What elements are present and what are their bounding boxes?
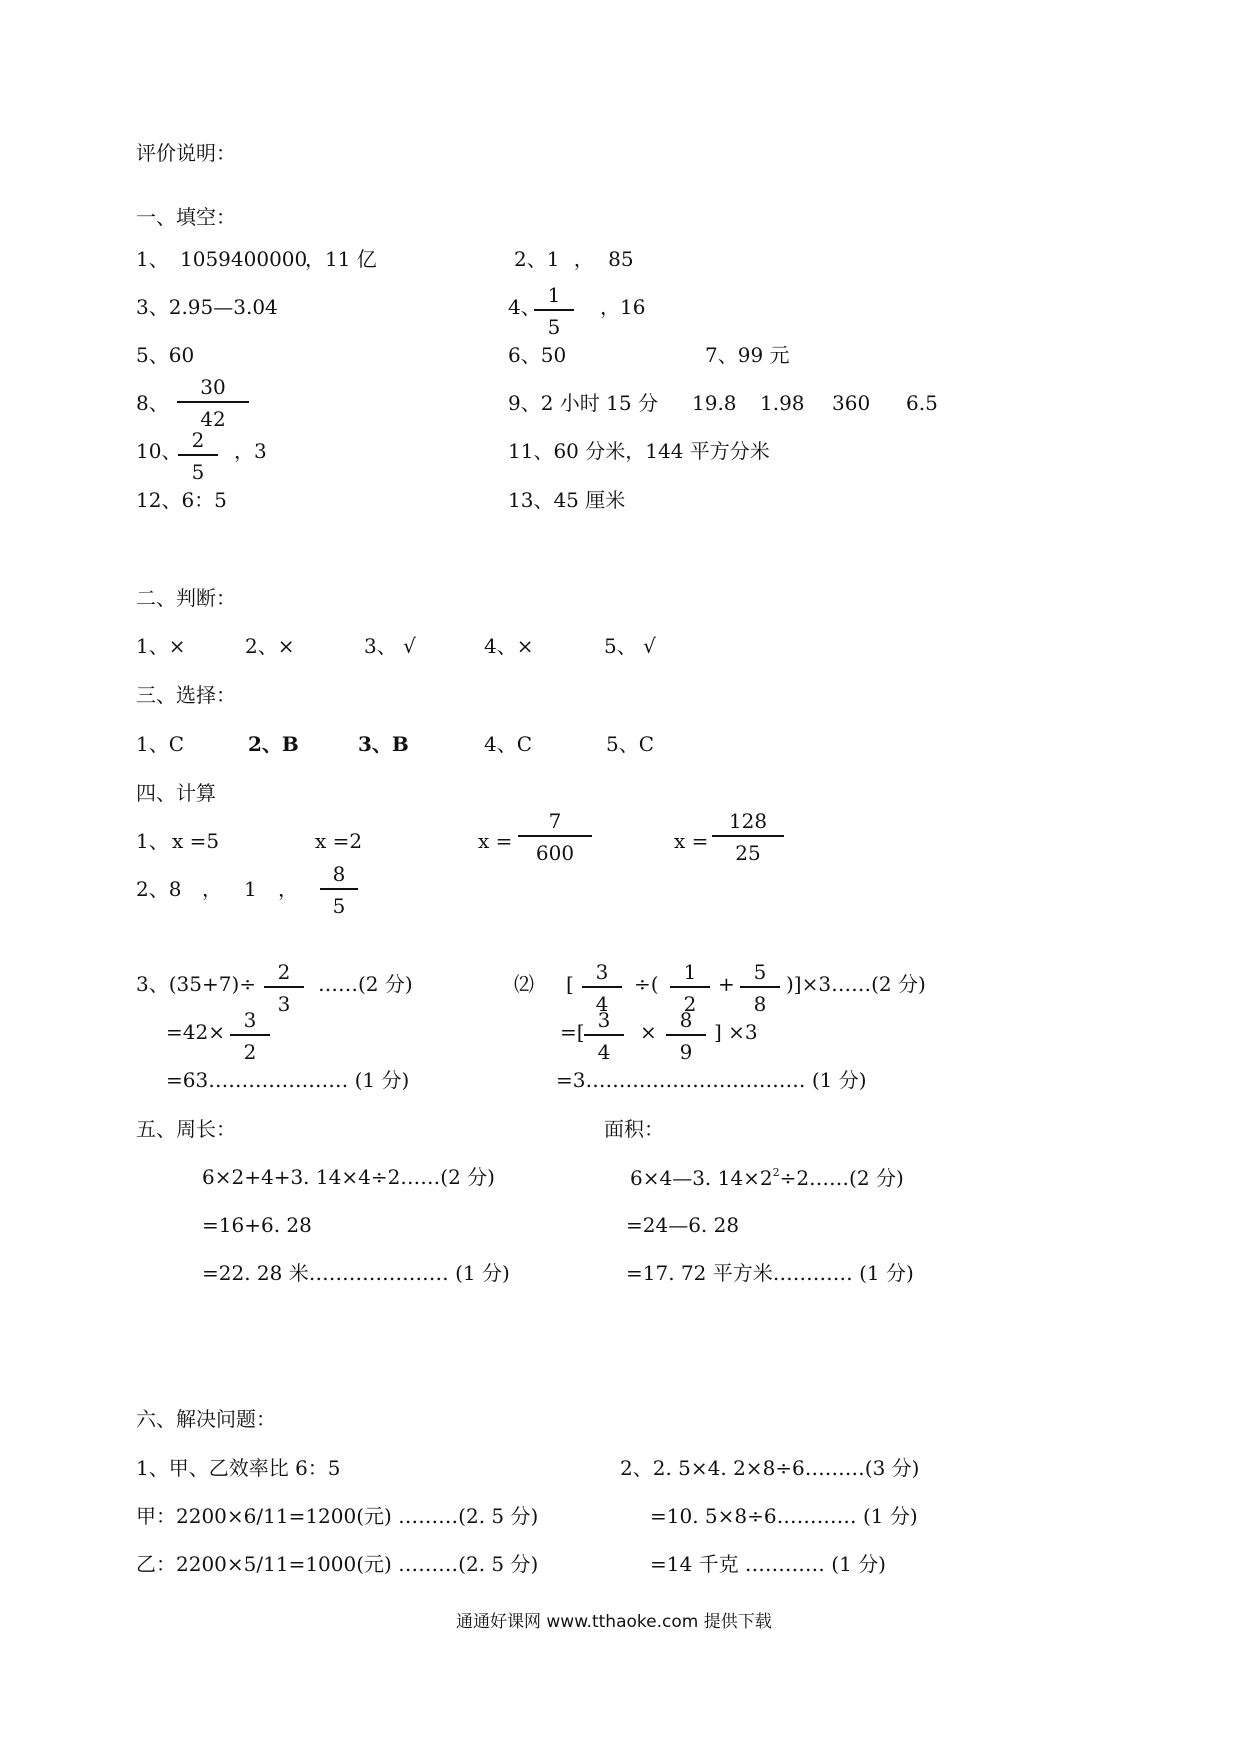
- problem-1-line-3: 乙：2200×5/11=1000(元) ………(2. 5 分): [136, 1552, 539, 1576]
- answer-9-value-3: 360: [832, 391, 871, 415]
- page-title: 评价说明：: [136, 141, 236, 165]
- footer-download-note: 通通好课网 www.tthaoke.com 提供下载: [456, 1612, 772, 1632]
- answer-4-fraction: [534, 285, 574, 337]
- choice-item-3: 3、B: [358, 732, 409, 756]
- problem-2-line-1: 2、2. 5×4. 2×8÷6………(3 分): [620, 1456, 920, 1480]
- judge-item-5: 5、 √: [604, 634, 656, 658]
- numerator: 8: [679, 1008, 693, 1032]
- fraction-bar: [712, 835, 784, 837]
- answer-10-prefix: 10、: [136, 439, 182, 463]
- calc-3-line-3: =63………………… (1 分): [166, 1068, 410, 1092]
- problem-1-line-2: 甲：2200×6/11=1200(元) ………(2. 5 分): [136, 1504, 539, 1528]
- calc-1-x4-label: x =: [674, 829, 709, 853]
- fraction-bar: [666, 1034, 706, 1036]
- calc-3b-line-2-open: =[: [560, 1020, 585, 1044]
- denominator: 4: [595, 992, 609, 1016]
- answer-13: 13、45 厘米: [508, 488, 626, 512]
- area-line-1: [630, 1167, 904, 1188]
- denominator: 8: [753, 992, 767, 1016]
- answer-10-fraction: [178, 430, 218, 482]
- answer-10-tail: ，3: [234, 439, 267, 463]
- calc-3-line-2-fraction: [230, 1010, 270, 1062]
- problem-2-line-3: =14 千克 ………… (1 分): [650, 1552, 886, 1576]
- choice-item-2: 2、B: [248, 732, 299, 756]
- fraction-bar: [740, 986, 780, 988]
- denominator: 600: [535, 841, 575, 865]
- calc-1-x4-fraction: [712, 811, 784, 863]
- numerator: 3: [597, 1008, 611, 1032]
- calc-3b-line-2-fraction-2: [666, 1010, 706, 1062]
- numerator: 30: [200, 375, 226, 399]
- answer-9: 9、2 小时 15 分: [508, 391, 658, 415]
- calc-3b-line-2-close: ] ×3: [714, 1020, 758, 1044]
- numerator: 128: [728, 809, 768, 833]
- denominator: 3: [277, 992, 291, 1016]
- numerator: 2: [191, 428, 205, 452]
- calc-3b-plus: +: [718, 972, 735, 996]
- answer-9-value-1: 19.8: [692, 391, 737, 415]
- judge-item-2: 2、×: [245, 634, 295, 658]
- denominator: 4: [597, 1040, 611, 1064]
- section-heading-judge: 二、判断：: [136, 586, 236, 610]
- calc-3b-fraction-2: [670, 962, 710, 1014]
- judge-item-3: 3、 √: [364, 634, 416, 658]
- numerator: 1: [683, 960, 697, 984]
- answer-8-fraction: [177, 377, 249, 429]
- calc-1-x2: x =2: [315, 829, 363, 853]
- area-line-1-part-b: ÷2……(2 分): [779, 1166, 904, 1190]
- calc-2-sep-2: ，: [278, 877, 298, 901]
- calc-1-prefix: 1、: [136, 829, 169, 853]
- denominator: 5: [191, 460, 205, 484]
- area-line-1-part-a: 6×4—3. 14×2: [630, 1166, 773, 1190]
- judge-item-4: 4、×: [484, 634, 534, 658]
- denominator: 9: [679, 1040, 693, 1064]
- perimeter-line-1: 6×2+4+3. 14×4÷2……(2 分): [202, 1165, 495, 1189]
- section-heading-fill: 一、填空：: [136, 205, 236, 229]
- calc-3b-line-3: =3…………………………… (1 分): [556, 1068, 867, 1092]
- answer-6: 6、50: [508, 343, 567, 367]
- numerator: 7: [548, 809, 562, 833]
- denominator: 2: [243, 1040, 257, 1064]
- denominator: 5: [332, 894, 346, 918]
- area-line-1-exponent: 2: [772, 1166, 780, 1179]
- calc-3b-open: [: [566, 972, 574, 996]
- choice-item-1: 1、C: [136, 732, 185, 756]
- denominator: 42: [200, 407, 226, 431]
- answer-1-value: 1059400000: [180, 247, 308, 271]
- numerator: 8: [332, 862, 346, 886]
- calc-3b-line-2-times: ×: [640, 1020, 657, 1044]
- answer-12: 12、6：5: [136, 488, 227, 512]
- choice-item-5: 5、C: [606, 732, 655, 756]
- calc-3-line-1-fraction: [264, 962, 304, 1014]
- section-heading-problems: 六、解决问题：: [136, 1407, 276, 1431]
- problem-2-line-2: =10. 5×8÷6………… (1 分): [650, 1504, 918, 1528]
- fraction-bar: [518, 835, 592, 837]
- answer-9-value-4: 6.5: [906, 391, 938, 415]
- fraction-bar: [582, 986, 622, 988]
- area-line-2: =24—6. 28: [626, 1213, 740, 1237]
- numerator: 3: [595, 960, 609, 984]
- problem-1-line-1: 1、甲、乙效率比 6：5: [136, 1456, 341, 1480]
- fraction-bar: [230, 1034, 270, 1036]
- answer-11: 11、60 分米，144 平方分米: [508, 439, 770, 463]
- calc-3b-close: )]×3……(2 分): [786, 972, 926, 996]
- calc-2-mid: 1: [244, 877, 257, 901]
- fraction-bar: [584, 1034, 624, 1036]
- calc-1-x1: x =5: [172, 829, 220, 853]
- numerator: 3: [243, 1008, 257, 1032]
- numerator: 1: [547, 283, 561, 307]
- answer-3: 3、2.95—3.04: [136, 295, 278, 319]
- perimeter-line-2: =16+6. 28: [202, 1213, 312, 1237]
- calc-3b-fraction-3: [740, 962, 780, 1014]
- answer-2: 2、1 ， 85: [514, 247, 634, 271]
- calc-3b-fraction-1: [582, 962, 622, 1014]
- denominator: 5: [547, 315, 561, 339]
- answer-4-prefix: 4、: [508, 295, 541, 319]
- numerator: 2: [277, 960, 291, 984]
- answer-1-number: 1、: [136, 247, 169, 271]
- fraction-bar: [670, 986, 710, 988]
- calc-3-line-2: =42×: [166, 1020, 225, 1044]
- calc-2-fraction: [320, 864, 358, 916]
- perimeter-line-3: =22. 28 米………………… (1 分): [202, 1261, 510, 1285]
- calc-3b-divide: ÷(: [634, 972, 659, 996]
- answer-7: 7、99 元: [705, 343, 790, 367]
- area-line-3: =17. 72 平方米………… (1 分): [626, 1261, 914, 1285]
- denominator: 25: [735, 841, 761, 865]
- judge-item-1: 1、×: [136, 634, 186, 658]
- calc-3b-label: ⑵: [514, 972, 534, 996]
- calc-1-x3-label: x =: [478, 829, 513, 853]
- calc-3b-line-2-fraction-1: [584, 1010, 624, 1062]
- answer-5: 5、60: [136, 343, 195, 367]
- calc-3-line-1: 3、(35+7)÷: [136, 972, 257, 996]
- calc-1-x3-fraction: [518, 811, 592, 863]
- fraction-bar: [264, 986, 304, 988]
- fraction-bar: [177, 401, 249, 403]
- fraction-bar: [534, 309, 574, 311]
- denominator: 2: [683, 992, 697, 1016]
- section-heading-calc: 四、计算: [136, 781, 216, 805]
- answer-9-value-2: 1.98: [760, 391, 805, 415]
- fraction-bar: [320, 888, 358, 890]
- answer-1-tail: ，11 亿: [305, 247, 377, 271]
- answer-4-tail: ，16: [600, 295, 646, 319]
- choice-item-4: 4、C: [484, 732, 533, 756]
- section-heading-choice: 三、选择：: [136, 683, 236, 707]
- numerator: 5: [753, 960, 767, 984]
- calc-3-line-1-tail: ……(2 分): [318, 972, 413, 996]
- answer-8-prefix: 8、: [136, 391, 169, 415]
- section-heading-perimeter: 五、周长：: [136, 1117, 236, 1141]
- area-heading: 面积：: [604, 1117, 664, 1141]
- calc-2-prefix: 2、8: [136, 877, 182, 901]
- calc-2-sep-1: ，: [202, 877, 222, 901]
- fraction-bar: [178, 454, 218, 456]
